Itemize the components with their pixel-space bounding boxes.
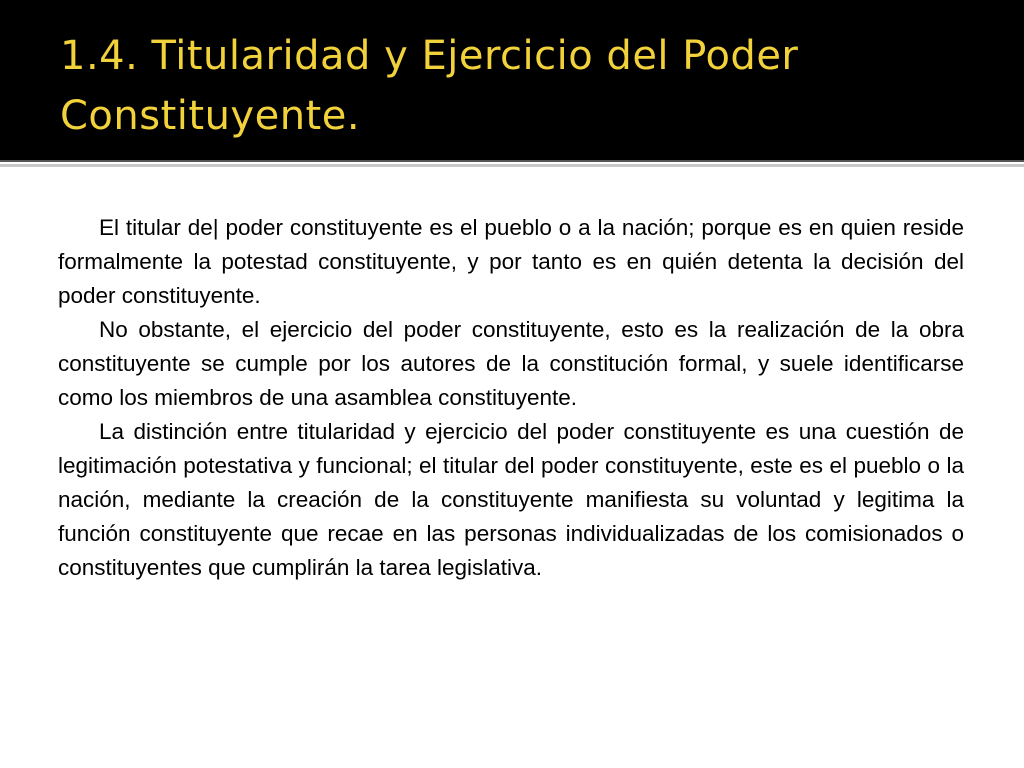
title-divider-shadow xyxy=(0,164,1024,167)
title-bar xyxy=(0,0,1024,160)
slide-body xyxy=(58,211,964,585)
paragraph-titularidad: El titular de| poder constituyente es el pueblo o a la nación; porque es en quien reside formalmente la potestad constituyente, y por tanto es en quién detenta la decisión del poder constituyente. xyxy=(58,215,964,308)
paragraph-ejercicio: No obstante, el ejercicio del poder constituyente, esto es la realización de la obra constituyente se cumple por los autores de la constitución formal, y suele identificarse como los miembros de una asamblea constituyente. xyxy=(58,317,964,410)
title-divider xyxy=(0,160,1024,162)
paragraph-distincion: La distinción entre titularidad y ejercicio del poder constituyente es una cuestión de legitimación potestativa y funcional; el titular del poder constituyente, este es el pueblo o la nación, mediante la creación de la constituyente manifiesta su voluntad y legitima la función constituyente que recae en las personas individualizadas de los comisionados o constituyentes que cumplirán la tarea legislativa. xyxy=(58,419,964,580)
slide-title: 1.4. Titularidad y Ejercicio del Poder Constituyente. xyxy=(60,33,799,139)
